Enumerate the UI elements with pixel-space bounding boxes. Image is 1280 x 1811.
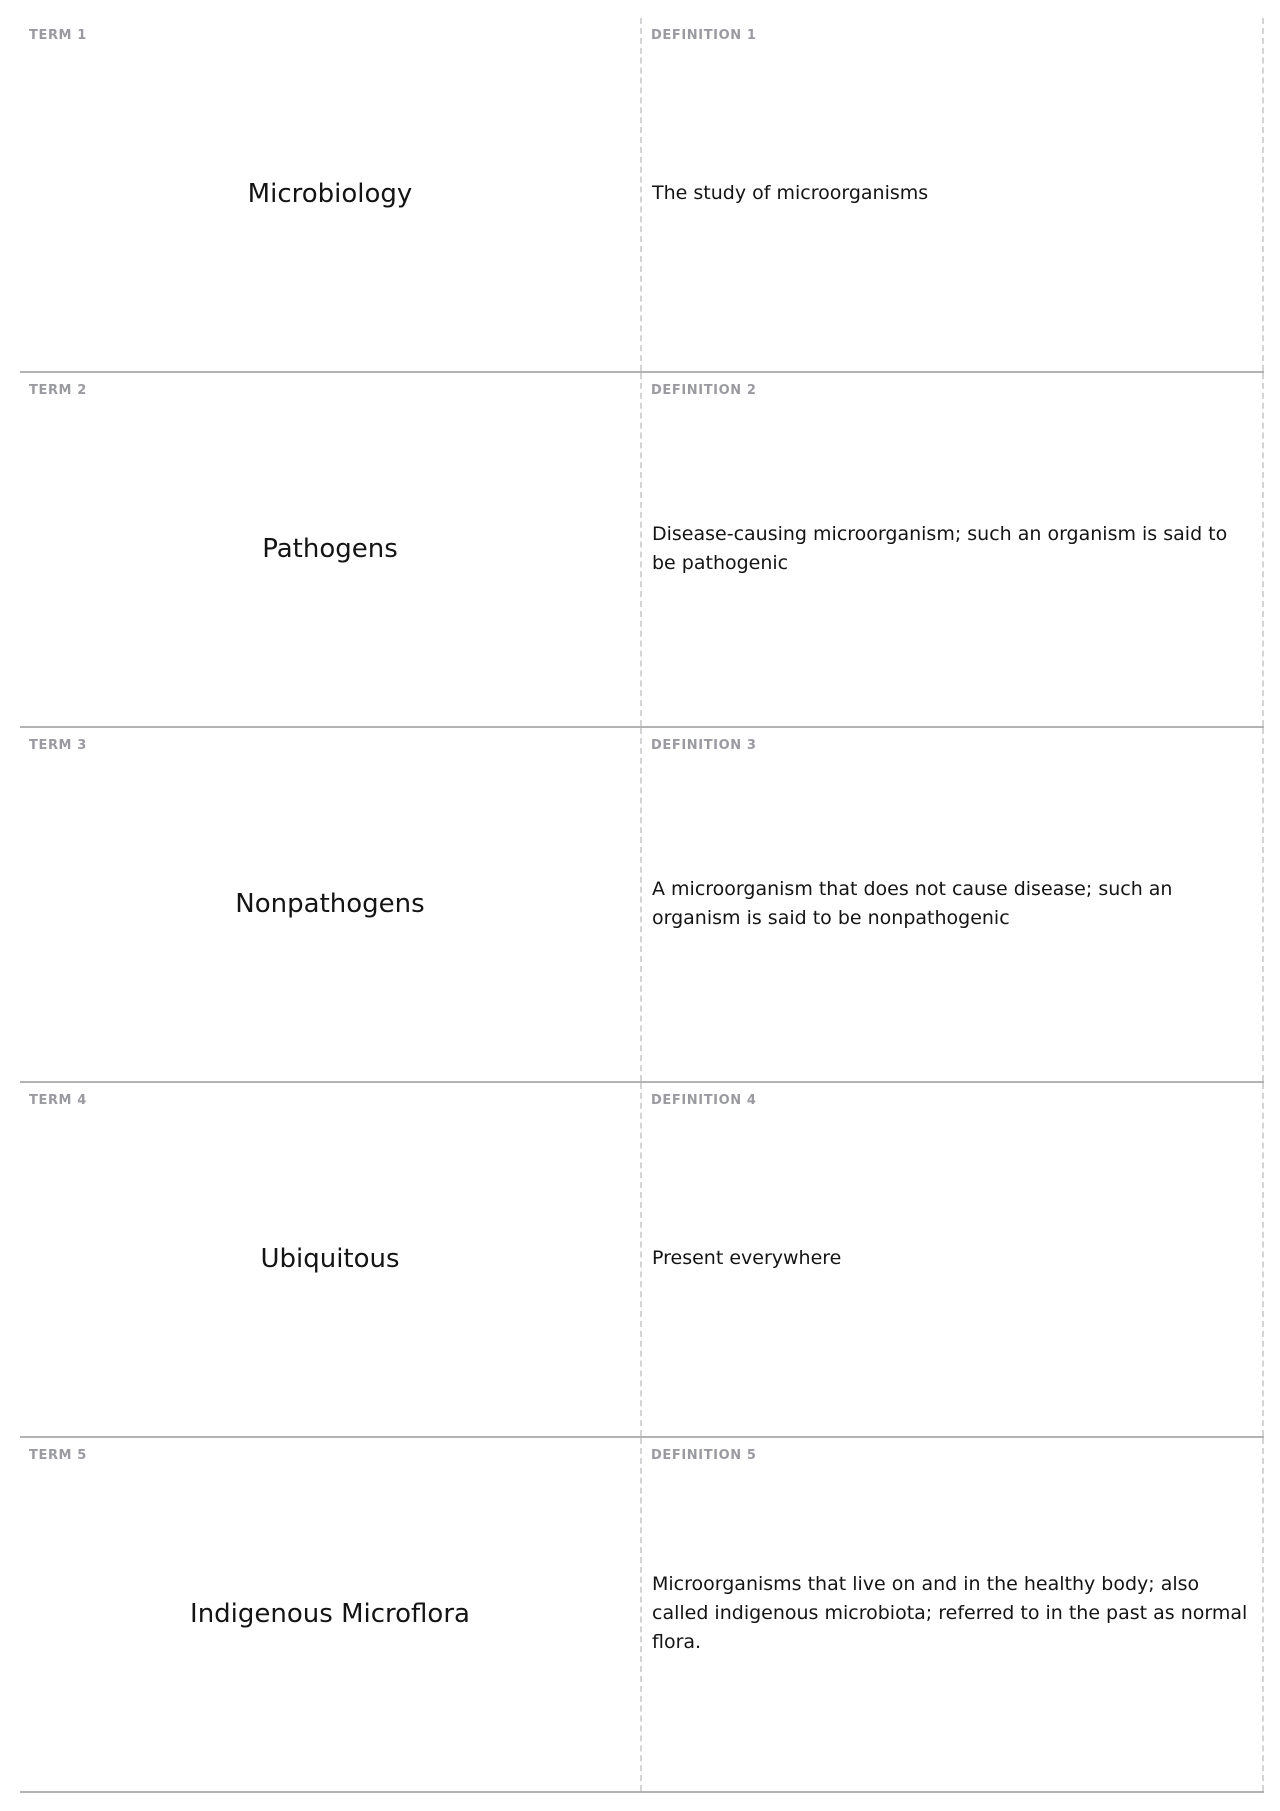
flashcard-row — [20, 1438, 1264, 1793]
term-label: TERM 4 — [29, 1093, 87, 1108]
definition-label: DEFINITION 3 — [651, 738, 757, 753]
term-label: TERM 3 — [29, 738, 87, 753]
definition-label: DEFINITION 2 — [651, 383, 757, 398]
term-label: TERM 1 — [29, 28, 87, 43]
definition-text: Disease-causing microorganism; such an organism is said to be pathogenic — [652, 522, 1228, 574]
flashcard-row — [20, 728, 1264, 1083]
term-cell — [20, 728, 642, 1081]
term-cell — [20, 18, 642, 371]
definition-cell — [642, 1083, 1264, 1436]
definition-label: DEFINITION 1 — [651, 28, 757, 43]
flashcard-row — [20, 18, 1264, 373]
term-text: Pathogens — [262, 533, 398, 564]
flashcard-row — [20, 1083, 1264, 1438]
definition-text: Present everywhere — [652, 1247, 842, 1269]
flashcard-sheet — [20, 18, 1264, 1793]
term-text: Ubiquitous — [260, 1243, 400, 1274]
term-text: Microbiology — [247, 178, 413, 209]
definition-text: Microorganisms that live on and in the healthy body; also called indigenous microbiota; referred to in the past as normal flora. — [652, 1573, 1248, 1653]
definition-label: DEFINITION 4 — [651, 1093, 757, 1108]
term-label: TERM 5 — [29, 1448, 87, 1463]
term-label: TERM 2 — [29, 383, 87, 398]
definition-cell — [642, 728, 1264, 1081]
term-cell — [20, 1083, 642, 1436]
definition-cell — [642, 1438, 1264, 1791]
term-text: Indigenous Microflora — [190, 1598, 470, 1629]
term-cell — [20, 373, 642, 726]
term-text: Nonpathogens — [235, 888, 425, 919]
term-cell — [20, 1438, 642, 1791]
definition-cell — [642, 373, 1264, 726]
definition-text: A microorganism that does not cause disease; such an organism is said to be nonpathogenic — [652, 877, 1173, 929]
flashcard-row — [20, 373, 1264, 728]
definition-label: DEFINITION 5 — [651, 1448, 757, 1463]
definition-cell — [642, 18, 1264, 371]
definition-text: The study of microorganisms — [652, 182, 929, 204]
